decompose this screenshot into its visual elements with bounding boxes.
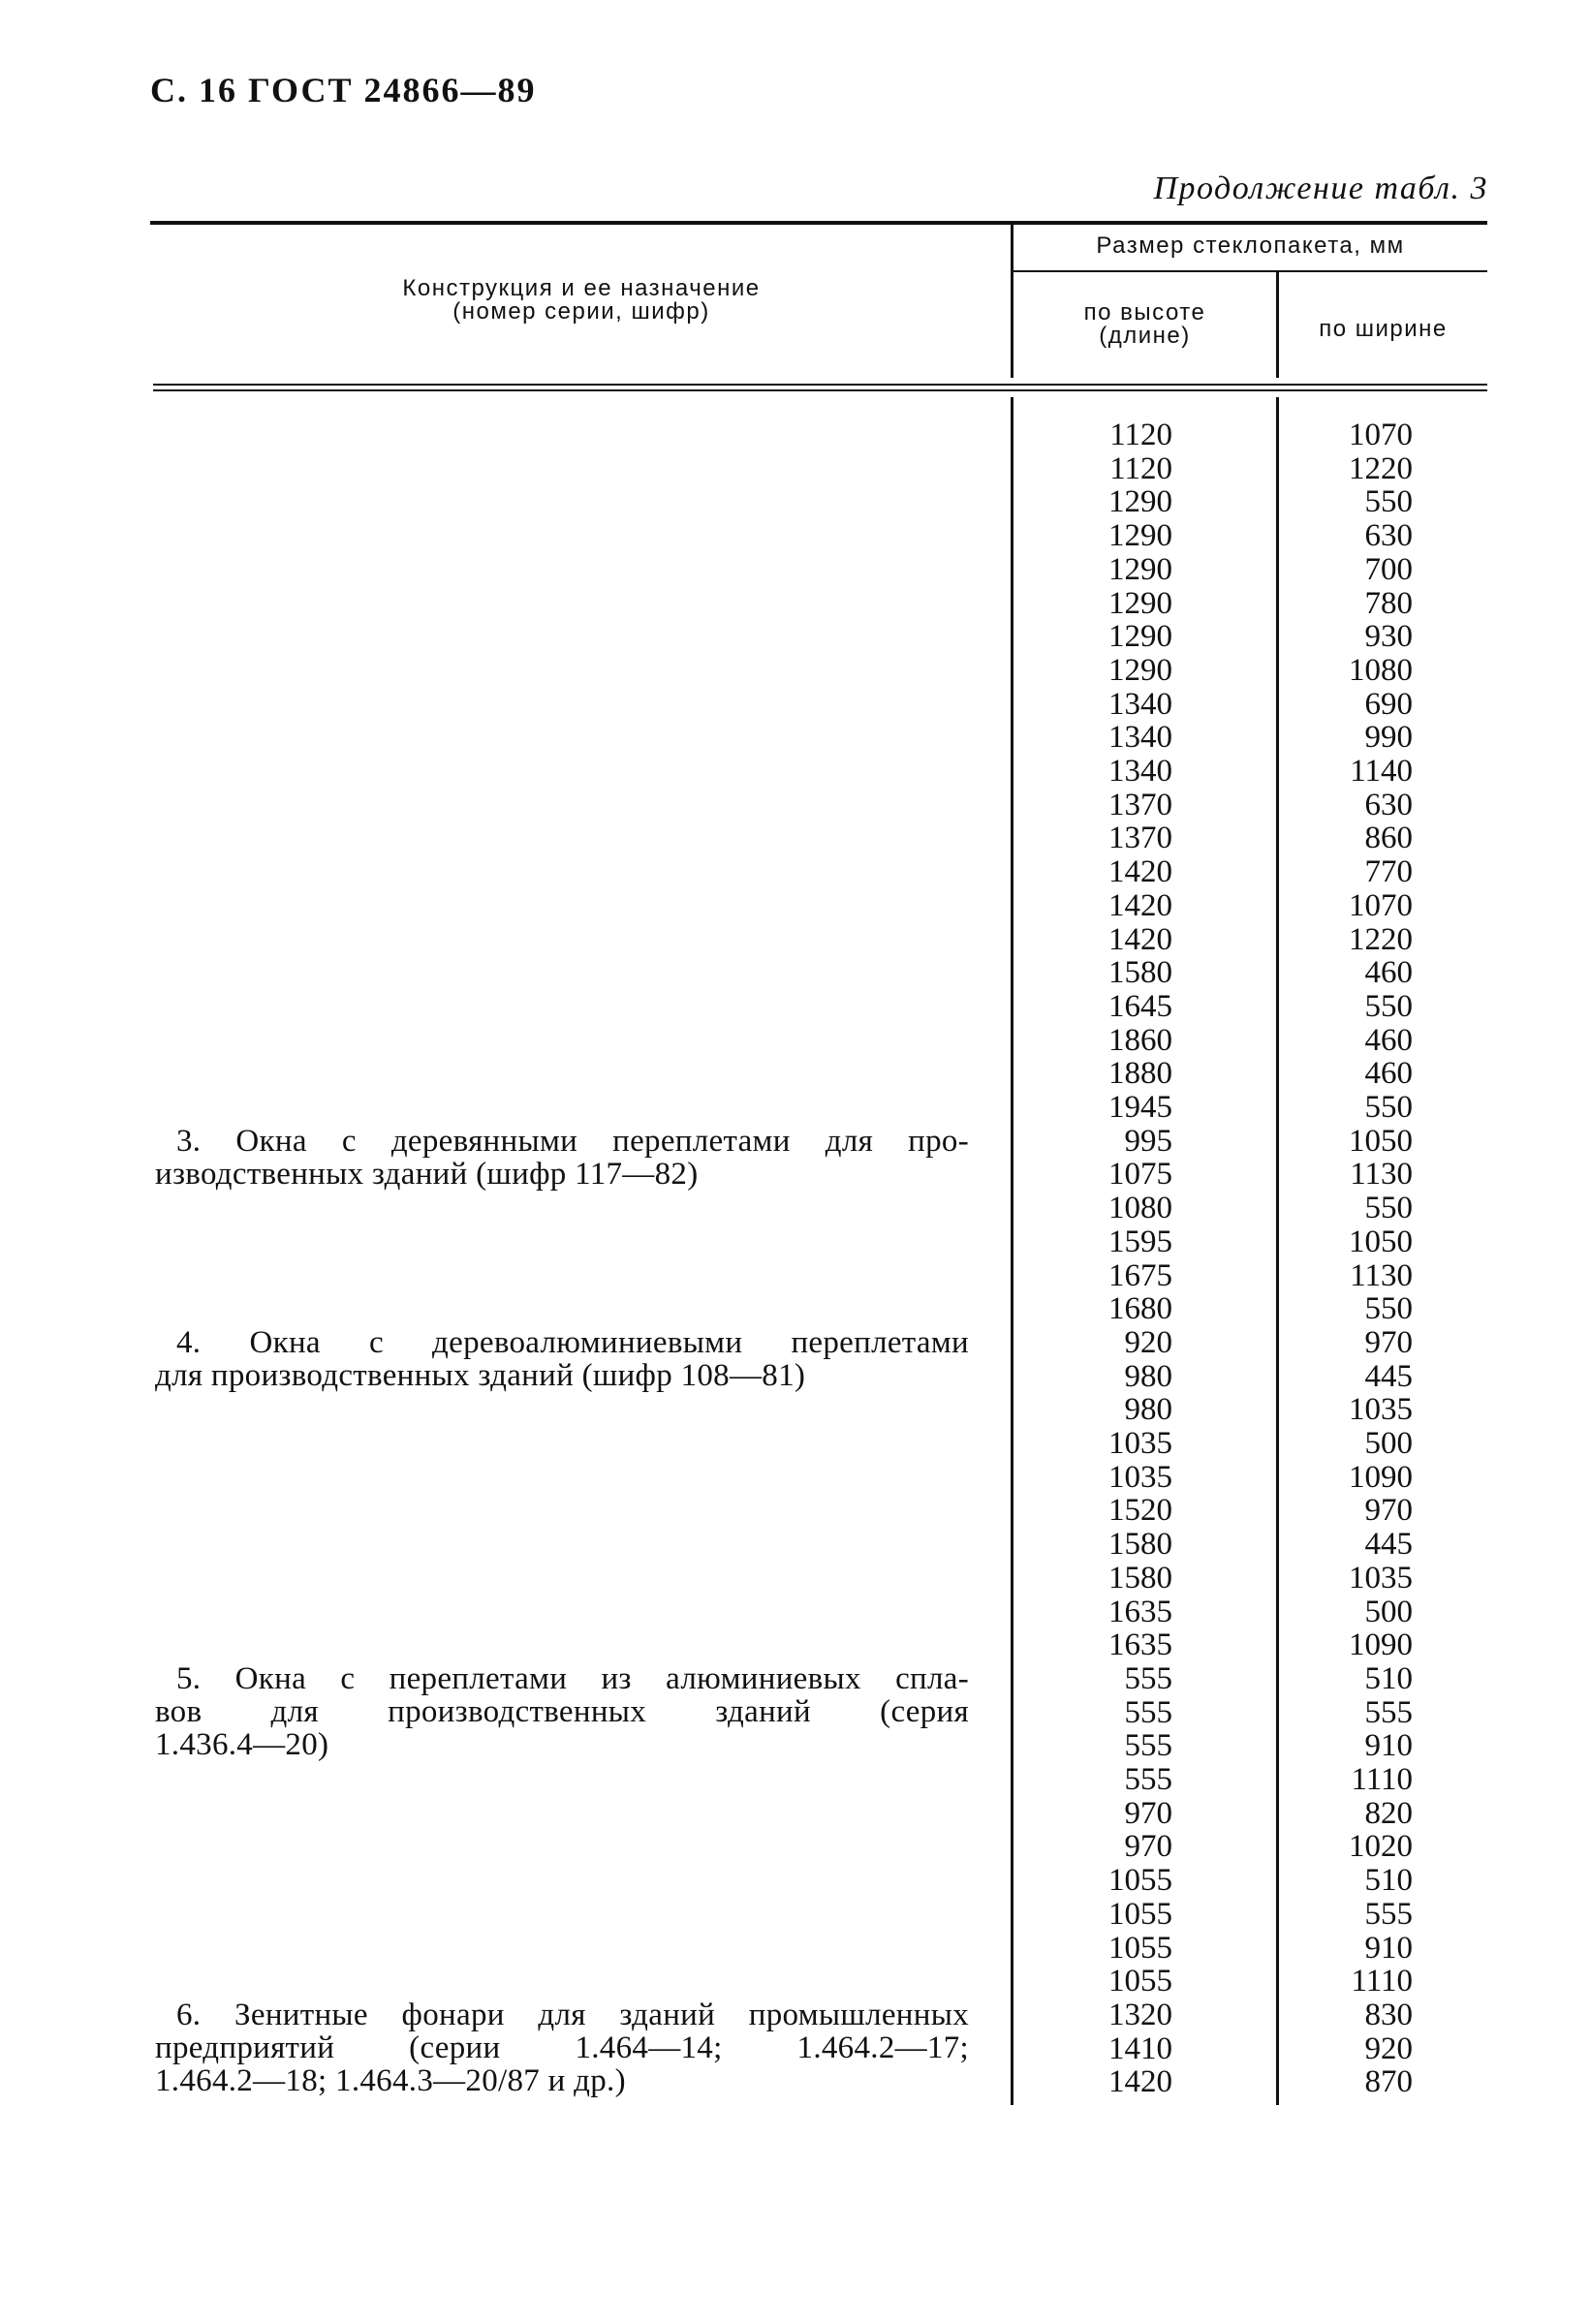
construction-header-line2: (номер серии, шифр) [452, 298, 710, 325]
cell-height: 1340 [1108, 754, 1172, 789]
cell-height: 1645 [1108, 988, 1172, 1024]
header-bottom-rule-2 [153, 389, 1487, 391]
cell-width: 1220 [1349, 921, 1413, 957]
cell-height: 1340 [1108, 686, 1172, 722]
cell-width: 970 [1364, 1324, 1413, 1360]
cell-height: 1945 [1108, 1090, 1172, 1125]
cell-width: 630 [1364, 518, 1413, 554]
cell-width: 910 [1364, 1728, 1413, 1764]
size-group-header: Размер стеклопакета, мм [1096, 232, 1405, 259]
construction-description [155, 1999, 969, 2097]
cell-width: 1110 [1351, 1762, 1413, 1797]
cell-width: 555 [1364, 1896, 1413, 1932]
cell-height: 1420 [1108, 921, 1172, 957]
cell-width: 445 [1364, 1358, 1413, 1394]
cell-height: 555 [1124, 1728, 1172, 1764]
cell-height: 1580 [1108, 1560, 1172, 1596]
cell-height: 555 [1124, 1762, 1172, 1797]
construction-description-line: 1.464.2—18; 1.464.3—20/87 и др.) [155, 2062, 626, 2098]
cell-width: 860 [1364, 821, 1413, 856]
cell-height: 1680 [1108, 1291, 1172, 1327]
cell-height: 970 [1124, 1829, 1172, 1865]
construction-description-line: вов для производственных зданий (серия [155, 1693, 969, 1729]
cell-width: 970 [1364, 1493, 1413, 1529]
cell-height: 1035 [1108, 1459, 1172, 1495]
header-bottom-rule-1 [153, 384, 1487, 386]
cell-width: 1020 [1349, 1829, 1413, 1865]
cell-height: 1055 [1108, 1964, 1172, 1999]
cell-width: 500 [1364, 1594, 1413, 1629]
cell-width: 550 [1364, 484, 1413, 520]
cell-height: 980 [1124, 1358, 1172, 1394]
cell-width: 770 [1364, 854, 1413, 890]
page-header: С. 16 ГОСТ 24866—89 [150, 71, 537, 109]
cell-height: 555 [1124, 1660, 1172, 1696]
construction-header-line1: Конструкция и ее назначение [402, 275, 761, 301]
cell-height: 1410 [1108, 2030, 1172, 2066]
construction-description-line: 6. Зенитные фонари для зданий промышленных [176, 1997, 969, 2032]
table-top-rule [150, 221, 1487, 225]
cell-height: 1290 [1108, 652, 1172, 688]
cell-height: 1580 [1108, 1527, 1172, 1563]
cell-height: 1290 [1108, 551, 1172, 587]
cell-width: 1140 [1350, 754, 1413, 789]
cell-width: 1080 [1349, 652, 1413, 688]
cell-width: 830 [1364, 1997, 1413, 2032]
cell-width: 550 [1364, 1090, 1413, 1125]
cell-width: 460 [1364, 1056, 1413, 1092]
cell-width: 500 [1364, 1426, 1413, 1461]
cell-height: 980 [1124, 1392, 1172, 1428]
cell-height: 1860 [1108, 1022, 1172, 1058]
cell-height: 1035 [1108, 1426, 1172, 1461]
cell-width: 550 [1364, 1291, 1413, 1327]
cell-height: 1290 [1108, 585, 1172, 621]
cell-width: 550 [1364, 1191, 1413, 1226]
cell-height: 1290 [1108, 518, 1172, 554]
cell-width: 1035 [1349, 1560, 1413, 1596]
cell-height: 1370 [1108, 787, 1172, 822]
construction-description [155, 1125, 969, 1191]
construction-description-line: для производственных зданий (шифр 108—81) [155, 1357, 806, 1393]
cell-width: 1110 [1351, 1964, 1413, 1999]
height-header [1013, 301, 1276, 348]
cell-width: 510 [1364, 1660, 1413, 1696]
subheader-rule [1013, 270, 1487, 272]
cell-height: 1290 [1108, 619, 1172, 655]
construction-header [252, 277, 911, 324]
cell-width: 1090 [1349, 1459, 1413, 1495]
cell-width: 630 [1364, 787, 1413, 822]
cell-width: 930 [1364, 619, 1413, 655]
width-header: по ширине [1319, 316, 1448, 342]
cell-width: 445 [1364, 1527, 1413, 1563]
cell-height: 1290 [1108, 484, 1172, 520]
construction-description [155, 1326, 969, 1392]
cell-height: 1075 [1108, 1157, 1172, 1193]
cell-width: 1050 [1349, 1123, 1413, 1159]
cell-height: 1580 [1108, 955, 1172, 991]
cell-width: 555 [1364, 1694, 1413, 1730]
cell-width: 690 [1364, 686, 1413, 722]
cell-height: 1055 [1108, 1930, 1172, 1966]
column-divider-mid-body [1276, 397, 1279, 2105]
cell-height: 1370 [1108, 821, 1172, 856]
construction-description-line: 1.436.4—20) [155, 1726, 329, 1762]
construction-description-line: предприятий (серии 1.464—14; 1.464.2—17; [155, 2030, 969, 2065]
construction-description-line: изводственных зданий (шифр 117—82) [155, 1156, 699, 1192]
cell-width: 510 [1364, 1863, 1413, 1899]
cell-width: 920 [1364, 2030, 1413, 2066]
cell-height: 1675 [1108, 1257, 1172, 1293]
cell-height: 1120 [1109, 450, 1172, 486]
cell-height: 555 [1124, 1694, 1172, 1730]
cell-width: 1220 [1349, 450, 1413, 486]
cell-width: 1050 [1349, 1224, 1413, 1259]
cell-height: 1595 [1108, 1224, 1172, 1259]
cell-height: 1880 [1108, 1056, 1172, 1092]
cell-height: 1320 [1108, 1997, 1172, 2032]
cell-height: 1420 [1108, 887, 1172, 923]
cell-height: 1635 [1108, 1627, 1172, 1663]
cell-height: 1340 [1108, 720, 1172, 756]
height-header-line1: по высоте [1083, 299, 1206, 325]
cell-width: 1090 [1349, 1627, 1413, 1663]
cell-height: 995 [1124, 1123, 1172, 1159]
cell-width: 1130 [1350, 1257, 1413, 1293]
cell-width: 820 [1364, 1795, 1413, 1831]
cell-width: 1070 [1349, 887, 1413, 923]
cell-width: 460 [1364, 1022, 1413, 1058]
cell-height: 1420 [1108, 2064, 1172, 2100]
height-header-line2: (длине) [1099, 323, 1191, 349]
construction-description-line: 5. Окна с переплетами из алюминиевых спла- [176, 1660, 969, 1696]
cell-width: 550 [1364, 988, 1413, 1024]
construction-description [155, 1662, 969, 1761]
construction-description-line: 4. Окна с деревоалюминиевыми переплетами [176, 1324, 969, 1360]
cell-width: 1070 [1349, 418, 1413, 452]
cell-height: 1635 [1108, 1594, 1172, 1629]
cell-width: 780 [1364, 585, 1413, 621]
cell-width: 1130 [1350, 1157, 1413, 1193]
cell-width: 700 [1364, 551, 1413, 587]
cell-height: 1080 [1108, 1191, 1172, 1226]
cell-width: 990 [1364, 720, 1413, 756]
cell-height: 1120 [1109, 418, 1172, 452]
table-continuation-label: Продолжение табл. 3 [1153, 170, 1488, 206]
cell-height: 920 [1124, 1324, 1172, 1360]
cell-width: 910 [1364, 1930, 1413, 1966]
cell-height: 1055 [1108, 1896, 1172, 1932]
cell-height: 1055 [1108, 1863, 1172, 1899]
cell-height: 1520 [1108, 1493, 1172, 1529]
cell-width: 1035 [1349, 1392, 1413, 1428]
cell-width: 870 [1364, 2064, 1413, 2100]
column-divider-left-body [1011, 397, 1013, 2105]
cell-width: 460 [1364, 955, 1413, 991]
cell-height: 970 [1124, 1795, 1172, 1831]
construction-description-line: 3. Окна с деревянными переплетами для про- [176, 1123, 969, 1159]
cell-height: 1420 [1108, 854, 1172, 890]
